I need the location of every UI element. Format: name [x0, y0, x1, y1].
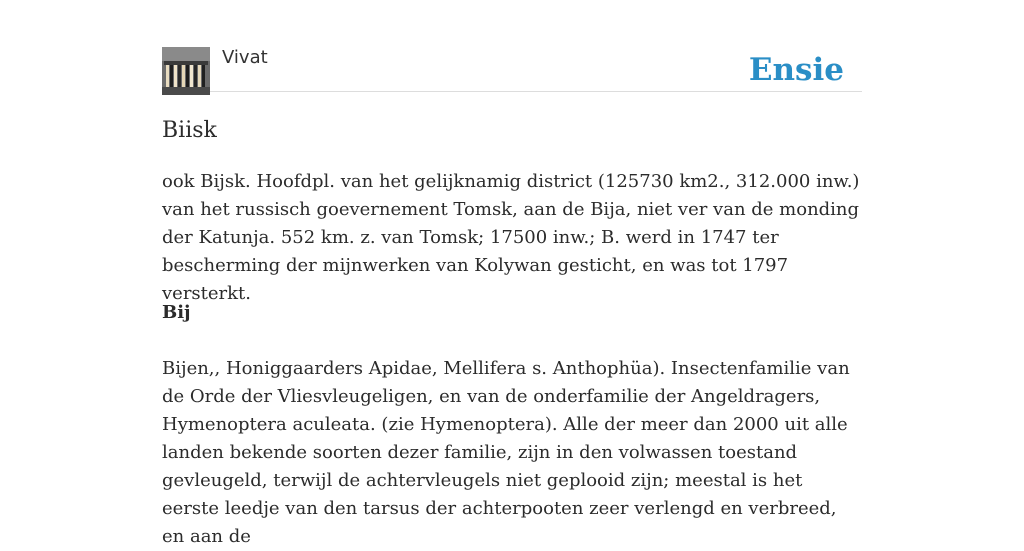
header — [162, 0, 862, 92]
source-name[interactable]: Vivat — [222, 47, 268, 68]
entry-body: ook Bijsk. Hoofdpl. van het gelijknamig district (125730 km2., 312.000 inw.) van het russisch goevernement Tomsk, aan de Bija, niet ver van de monding der Katunja. 552 km. z. van Tomsk; 17500 inw.; B. werd in 1747 ter bescherming der mijnwerken van Kolywan gesticht, en was tot 1797 versterkt. — [162, 171, 860, 304]
brand-logo[interactable]: Ensie — [748, 52, 844, 88]
entry-title: Biisk — [162, 118, 217, 143]
page — [162, 0, 862, 547]
book-spines-avatar-icon — [162, 47, 210, 95]
next-entry-title[interactable]: Bij — [162, 302, 191, 323]
avatar[interactable] — [162, 47, 210, 95]
next-entry-body: Bijen,, Honiggaarders Apidae, Mellifera s. Anthophüa). Insectenfamilie van de Orde der Vliesvleugeligen, en van de onderfamilie der Angeldragers, Hymenoptera aculeata. (zie Hymenoptera). Alle der meer dan 2000 uit alle landen bekende soorten dezer familie, zijn in den volwassen toestand gevleugeld, terwijl de achtervleugels niet geplooid zijn; meestal is het eerste leedje van den tarsus der achterpooten zeer verlengd en verbreed, en aan de — [162, 358, 850, 547]
